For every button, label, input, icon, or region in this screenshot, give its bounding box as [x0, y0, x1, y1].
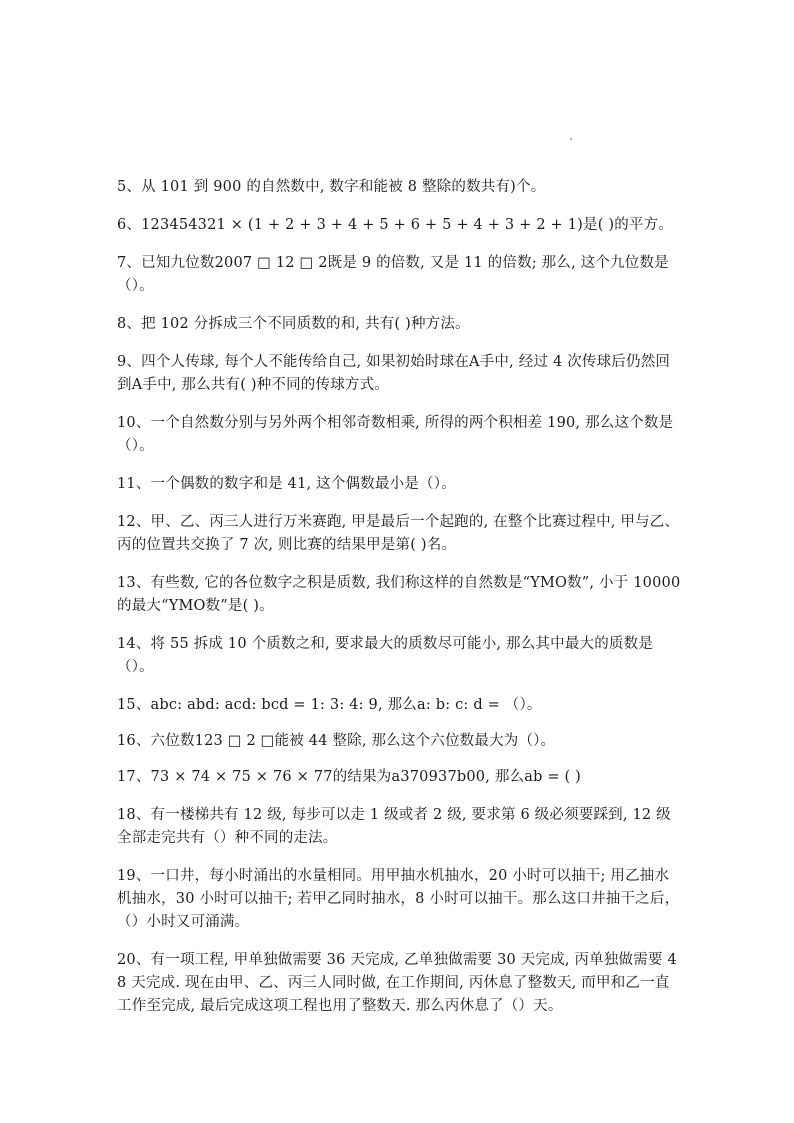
question-5: 5、从 101 到 900 的自然数中, 数字和能被 8 整除的数共有)个。 [117, 179, 546, 195]
question-10: 10、一个自然数分别与另外两个相邻奇数相乘, 所得的两个积相差 190, 那么这个数是（）。 [117, 415, 674, 454]
question-19: 19、一口井，每小时涌出的水量相同。用甲抽水机抽水，20 小时可以抽干; 用乙抽水机抽水，30 小时可以抽干; 若甲乙同时抽水，8 小时可以抽干。那么这口井抽干之后，（）小时又可涌满。 [117, 868, 680, 930]
question-20: 20、有一项工程, 甲单独做需要 36 天完成, 乙单独做需要 30 天完成, 丙单独做需要 48 天完成. 现在由甲、乙、丙三人同时做, 在工作期间, 丙休息了整数天, 而甲和乙一直工作至完成, 最后完成这项工程也用了整数天. 那么丙休息了（）天。 [117, 952, 677, 1014]
question-13: 13、有些数, 它的各位数字之积是质数, 我们称这样的自然数是“YMO数”, 小于 10000 的最大“YMO数”是( )。 [117, 575, 681, 614]
question-16: 16、六位数123 □ 2 □能被 44 整除, 那么这个六位数最大为（）。 [117, 733, 556, 749]
question-list [117, 176, 682, 1033]
question-12: 12、甲、乙、丙三人进行万米赛跑, 甲是最后一个起跑的, 在整个比赛过程中, 甲与乙、丙的位置共交换了 7 次, 则比赛的结果甲是第( )名。 [117, 514, 680, 553]
question-14: 14、将 55 拆成 10 个质数之和, 要求最大的质数尽可能小, 那么其中最大的质数是（）。 [117, 636, 654, 675]
question-17: 17、73 × 74 × 75 × 76 × 77的结果为a370937b00, 那么ab = ( ) [117, 769, 582, 785]
question-18: 18、有一楼梯共有 12 级, 每步可以走 1 级或者 2 级, 要求第 6 级必须要踩到, 12 级全部走完共有（）种不同的走法。 [117, 807, 671, 846]
question-7: 7、已知九位数2007 □ 12 □ 2既是 9 的倍数, 又是 11 的倍数; 那么, 这个九位数是（）。 [117, 255, 669, 294]
question-11: 11、一个偶数的数字和是 41, 这个偶数最小是（）。 [117, 476, 456, 492]
question-6: 6、123454321 × (1 + 2 + 3 + 4 + 5 + 6 + 5 + 4 + 3 + 2 + 1)是( )的平方。 [117, 217, 674, 233]
question-9: 9、四个人传球, 每个人不能传给自己, 如果初始时球在A手中, 经过 4 次传球后仍然回到A手中, 那么共有( )种不同的传球方式。 [117, 354, 671, 393]
question-15: 15、abc: abd: acd: bcd = 1: 3: 4: 9, 那么a: b: c: d = （）。 [117, 697, 542, 713]
question-8: 8、把 102 分拆成三个不同质数的和, 共有( )种方法。 [117, 316, 470, 332]
stray-dot-mark [570, 138, 572, 140]
